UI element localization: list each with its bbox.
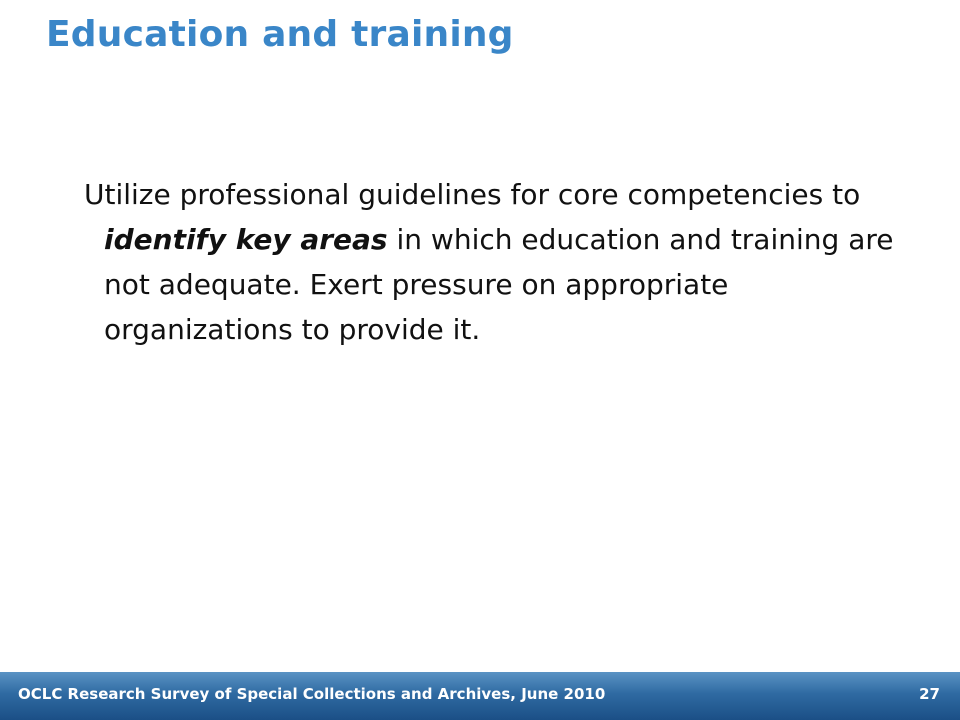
body-text-part-1: Utilize professional guidelines for core competencies to	[84, 178, 861, 211]
body-emphasis: identify key areas	[104, 223, 388, 256]
slide-title: Education and training	[46, 14, 514, 55]
slide-body-text	[84, 172, 924, 352]
body-text-part-2: in which education and training are not adequate. Exert pressure on appropriate organizations to provide it.	[104, 223, 894, 346]
footer-bar	[0, 672, 960, 720]
page-number: 27	[919, 685, 940, 703]
footer-text: OCLC Research Survey of Special Collections and Archives, June 2010	[18, 685, 606, 703]
